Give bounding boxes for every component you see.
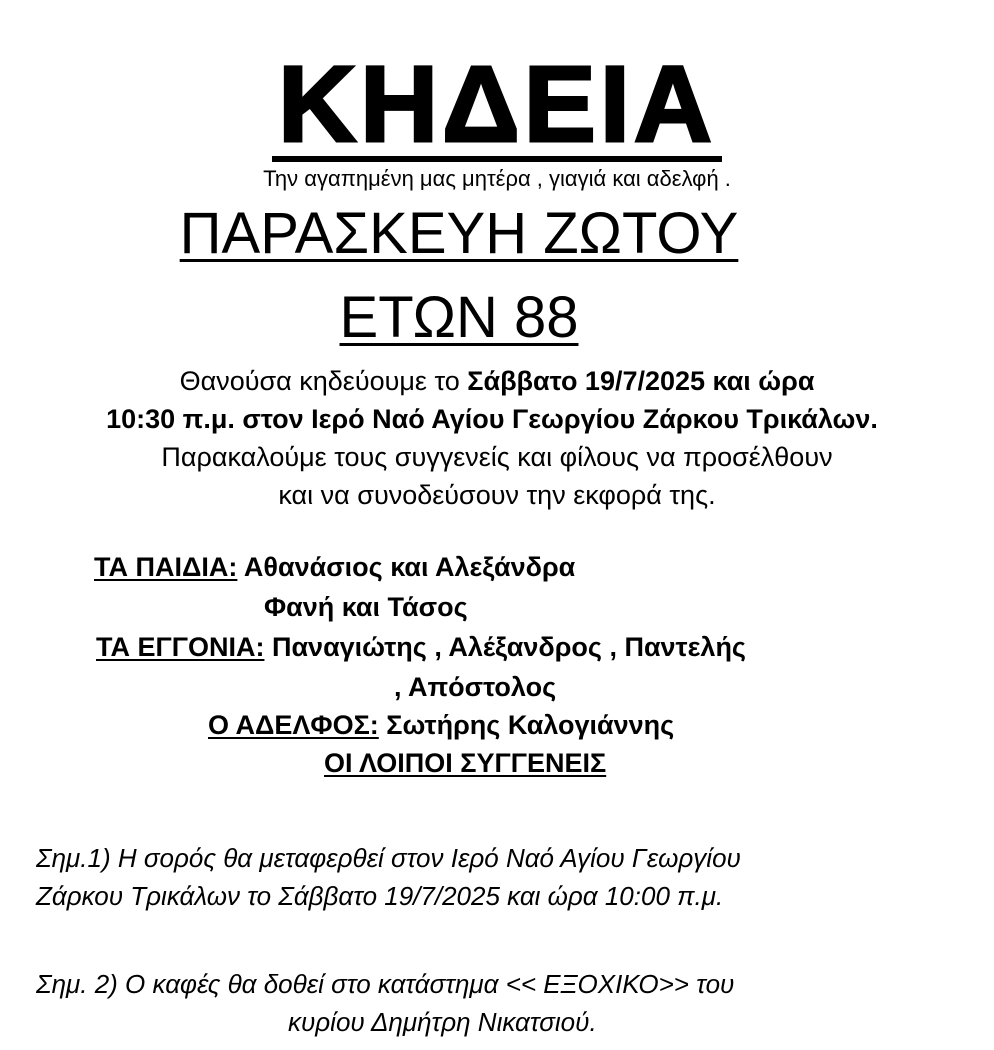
children-label: ΤΑ ΠΑΙΔΙΑ: [94,552,238,582]
note-2-line-1: Σημ. 2) Ο καφές θα δοθεί στο κατάστημα << ΕΞΟΧΙΚΟ>> του [36,969,735,999]
page-title: ΚΗΔΕΙΑ [272,52,722,162]
brother-row [208,706,674,744]
other-relatives-row [324,744,606,782]
grandchildren-row-2: , Απόστολος [394,672,557,702]
subtitle: Την αγαπημένη μας μητέρα , γιαγιά και αδελφή . [263,166,731,191]
announcement-line-2-location: 10:30 π.μ. στον Ιερό Ναό Αγίου Γεωργίου Ζάρκου Τρικάλων. [106,404,878,434]
announcement-line-2 [0,400,994,438]
other-relatives: ΟΙ ΛΟΙΠΟΙ ΣΥΓΓΕΝΕΙΣ [324,748,607,778]
note-1-line-2: Ζάρκου Τρικάλων το Σάββατο 19/7/2025 και ώρα 10:00 π.μ. [36,881,724,911]
announcement-line-3: Παρακαλούμε τους συγγενείς και φίλους να προσέλθουν [161,442,833,472]
note-2-line-2: κυρίου Δημήτρη Νικατσιού. [288,1007,597,1037]
grandchildren-label: ΤΑ ΕΓΓΟΝΙΑ: [96,632,265,662]
announcement-line-1-prefix: Θανούσα κηδεύουμε το [179,366,468,396]
deceased-age-line [0,284,918,352]
announcement-line-1-date: Σάββατο 19/7/2025 και ώρα [467,366,815,396]
children-row [94,548,575,586]
deceased-name-line [0,200,918,268]
announcement-line-4: και να συνοδεύσουν την εκφορά της. [278,480,716,510]
note-1-line-1: Σημ.1) Η σορός θα μεταφερθεί στον Ιερό Ναό Αγίου Γεωργίου [36,843,741,873]
deceased-name: ΠΑΡΑΣΚΕΥΗ ΖΩΤΟΥ [179,201,739,266]
funeral-announcement [0,362,994,514]
children-row-2: Φανή και Τάσος [264,592,468,622]
grandchildren-row [96,628,746,666]
announcement-line-1 [0,362,994,400]
brother-label: Ο ΑΔΕΛΦΟΣ: [208,710,379,740]
grandchildren-names: Παναγιώτης , Αλέξανδρος , Παντελής [264,632,746,662]
children-names: Αθανάσιος και Αλεξάνδρα [237,552,576,582]
brother-name: Σωτήρης Καλογιάννης [378,710,675,740]
deceased-age: ΕΤΩΝ 88 [339,285,579,350]
title-block [0,43,994,164]
